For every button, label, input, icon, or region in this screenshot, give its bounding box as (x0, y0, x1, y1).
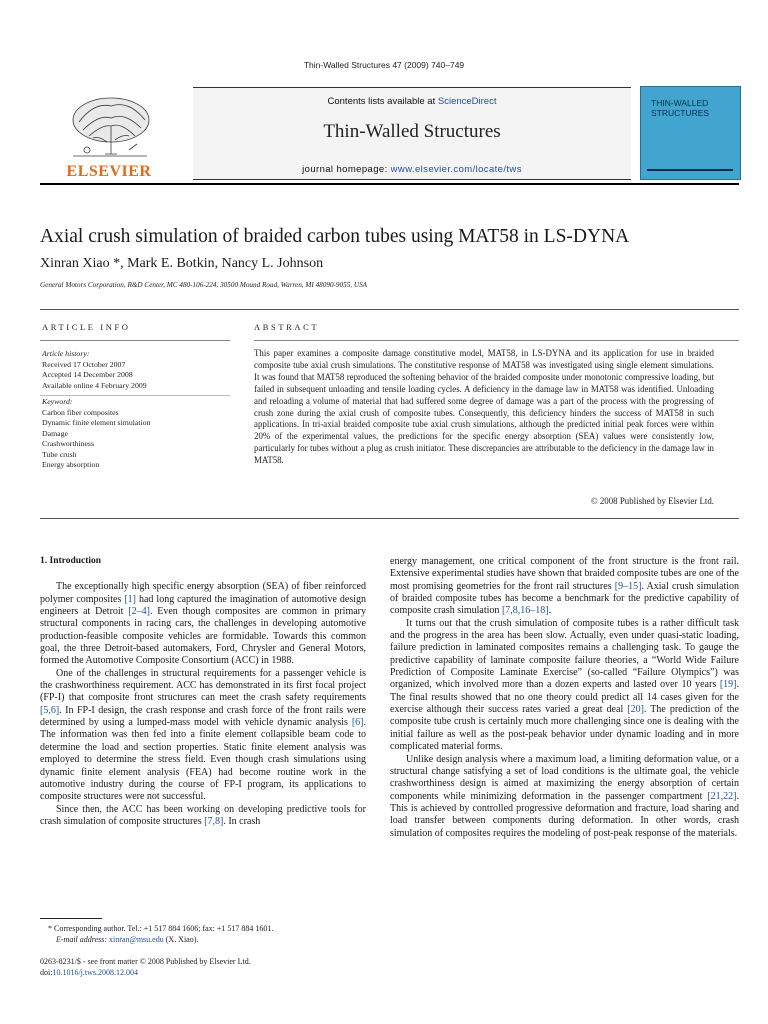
citation-link[interactable]: [6] (351, 717, 364, 729)
affiliation: General Motors Corporation, R&D Center, MC 480-106-224, 30500 Mound Road, Warren, MI 48090-9055, USA (40, 281, 368, 289)
authors (40, 256, 323, 272)
keywords (42, 397, 232, 471)
intro-heading: 1. Introduction (40, 556, 102, 566)
keywords-label: Keyword: (42, 397, 73, 406)
intro-paragraph-4: energy management, one critical component of the front structure is the front rail. Extensive experimental studies have shown that braided composite tubes are one of the most promising geometries for the front rail structures [9–15]. Axial crush simulation of braided composite tubes has become a benchmark for the predictive capability of composite crash simulation [7,8,16–18]. (390, 556, 739, 617)
email-link[interactable]: xinran@msu.edu (109, 935, 164, 944)
keyword: Tube crush (42, 449, 77, 459)
elsevier-wordmark: ELSEVIER (66, 163, 152, 180)
intro-paragraph-5: It turns out that the crush simulation of composite tubes is a rather difficult task and the progress in the area has been slow. Actually, even under quasi-static loading, failure prediction in laminated composites remains a challenging task. To gauge the predictive capability of laminate composite failure theories, a “World Wide Failure Prediction of Composite Laminate Exercise” (so-called “Failure Olympics”) was organized, which involved more than a dozen experts and lasted over 10 years [19]. The final results showed that no one theory could predict all 14 cases given for the exercise although their success rates varied a great deal [20]. The prediction of the composite tube crush is certainly much more challenging since one is dealing with the initial failure as well as the post-peak behavior under dynamic loading and in more complicated material forms. (390, 617, 739, 753)
keyword: Carbon fiber composites (42, 407, 119, 417)
history-label: Article history: (42, 349, 90, 358)
journal-homepage-link[interactable]: www.elsevier.com/locate/tws (390, 164, 522, 175)
elsevier-tree-icon (58, 92, 160, 162)
history-accepted: Accepted 14 December 2008 (42, 370, 133, 379)
abstract-text: This paper examines a composite damage constitutive model, MAT58, in LS-DYNA and its application for use in braided composite tube axial crush simulations. The constitutive response of MAT58 was investigated using single element simulations. It was found that MAT58 reproduced the softening behavior of the braided composite under monotonic compressive loading, but failed in subsequent unloading and tensile loading cycles. A deficiency in the damage law in MAT58 was identified. Unloading and reloading a volume of material that had suffered some degree of damage was a part of the process with the progressing of crush zone during the axial crush of composite tubes. Consequently, this deficiency hinders the success of MAT58 in such applications. In tri-axial braided composite tube axial crush simulations, although the predicted initial peak forces were within 20% of the experimental values, the predictions for the specific energy absorption (SEA) values were consistently low, particularly for tubes without a plug as crush initiator. These discrepancies are attributable to the deficiency in the damage law in MAT58. (254, 348, 714, 466)
keyword: Crashworthiness (42, 439, 94, 448)
abstract-copyright: © 2008 Published by Elsevier Ltd. (590, 496, 714, 506)
elsevier-logo (40, 92, 178, 182)
intro-paragraph-3: Since then, the ACC has been working on developing predictive tools for crash simulation of composite structures [7,8]. In crash (40, 803, 366, 827)
homepage-line (193, 164, 631, 175)
abstract-bottom-rule (40, 518, 739, 519)
citation-link[interactable]: [5,6] (40, 704, 60, 716)
keyword: Energy absorption (42, 460, 100, 469)
corresponding-author: * Corresponding author. Tel.: +1 517 884 1606; fax: +1 517 884 1601. (48, 924, 274, 933)
citation-link[interactable]: [21,22] (707, 790, 737, 802)
history-rule (40, 395, 230, 396)
author-1: Xinran Xiao (40, 256, 110, 271)
citation-link[interactable]: [1] (124, 593, 136, 605)
article-info-heading: ARTICLE INFO (42, 322, 131, 332)
history-online: Available online 4 February 2009 (42, 380, 147, 390)
doi-line: doi:10.1016/j.tws.2008.12.004 (40, 968, 139, 977)
front-matter (40, 956, 370, 978)
contents-prefix: Contents lists available at (327, 96, 438, 107)
journal-title: Thin-Walled Structures (323, 121, 501, 142)
corresponding-mark: * (109, 256, 121, 271)
issn-line: 0263-8231/$ - see front matter © 2008 Published by Elsevier Ltd. (40, 957, 251, 966)
body-column-left (40, 555, 366, 828)
body-column-right (390, 556, 739, 840)
history-received: Received 17 October 2007 (42, 359, 126, 369)
citation-link[interactable]: [19] (719, 679, 737, 691)
citation-link[interactable]: [9–15] (614, 580, 642, 592)
cover-bar (647, 169, 733, 171)
article-title: Axial crush simulation of braided carbon tubes using MAT58 in LS-DYNA (40, 226, 630, 247)
authors-rest: , Mark E. Botkin, Nancy L. Johnson (120, 256, 324, 271)
contents-line (193, 96, 631, 107)
abstract-rule (254, 340, 739, 341)
journal-header-box (193, 87, 631, 180)
title-rule (40, 309, 739, 310)
citation-link[interactable]: [2–4] (128, 606, 150, 618)
footnote-rule (40, 918, 102, 919)
abstract-heading: ABSTRACT (254, 322, 320, 332)
intro-paragraph-6: Unlike design analysis where a maximum load, a limiting deformation value, or a structural change satisfying a set of load conditions is the ultimate goal, the vehicle crashworthiness design is aimed at maximizing the energy absorption of certain components while minimizing deformation in the passenger compartment [21,22]. This is achieved by controlled progressive deformation and fracture, load sharing and load transfer between components during deformation. In other words, crash simulation of composites requires the modeling of post-peak response of the materials. (390, 753, 739, 839)
doi-link[interactable]: 10.1016/j.tws.2008.12.004 (52, 968, 139, 977)
sciencedirect-link[interactable]: ScienceDirect (437, 96, 497, 107)
citation-link[interactable]: [7,8] (204, 815, 224, 827)
citation-link[interactable]: [7,8,16–18] (501, 605, 549, 617)
intro-paragraph-2: One of the challenges in structural requirements for a passenger vehicle is the crashworthiness requirement. ACC has demonstrated in its first focal project (FP-I) that composite front structures can meet the crash safety requirements [5,6]. In FP-I design, the crash response and crash force of the front rails were determined by using a lumped-mass model with vehicle dynamic analysis [6]. The information was then fed into a finite element collapsible beam code to determine the load and section properties. Static finite element analysis was employed to determine the stress field. Even though crash simulations using dynamic finite element analysis (FEA) had become routine work in the automotive industry during the course of FP-I program, its applications to composite structures were not successful. (40, 667, 366, 803)
header-rule (40, 183, 739, 185)
footnote (48, 923, 378, 945)
article-info-rule (40, 340, 230, 341)
email-line: E-mail address: xinran@msu.edu (X. Xiao). (56, 935, 199, 944)
citation-link[interactable]: [20] (627, 704, 644, 716)
keyword: Dynamic finite element simulation (42, 418, 151, 427)
journal-cover-image (640, 86, 741, 180)
cover-title: THIN-WALLED STRUCTURES (651, 98, 710, 118)
keyword: Damage (42, 428, 68, 438)
article-history (42, 349, 232, 391)
journal-citation: Thin-Walled Structures 47 (2009) 740–749 (303, 60, 465, 70)
homepage-prefix: journal homepage: (302, 164, 391, 175)
intro-paragraph-1: The exceptionally high specific energy absorption (SEA) of fiber reinforced polymer composites [1] had long captured the imagination of automotive design engineers at Detroit [2–4]. Even though composites are common in primary structural components in racing cars, the challenges in developing automotive production-feasible composite vehicles are formidable. Towards this common goal, the three Detroit-based automakers, Ford, Chrysler and General Motors, formed the Automotive Composite Consortium (ACC) in 1988. (40, 581, 366, 667)
